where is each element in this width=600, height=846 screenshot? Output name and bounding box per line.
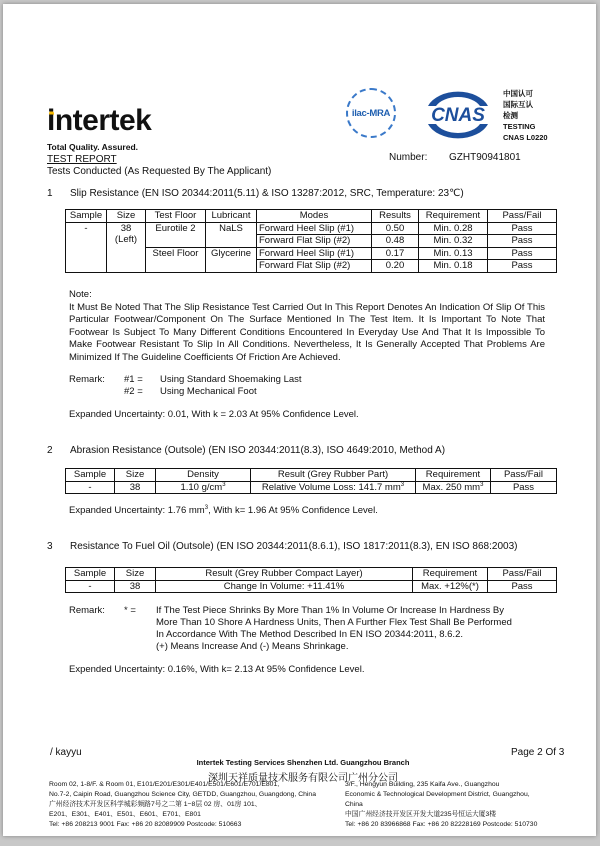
note-label: Note: bbox=[69, 289, 92, 300]
section-3-title: 3 Resistance To Fuel Oil (Outsole) (EN ISO 20344:2011(8.6.1), ISO 1817:2011(8.3), EN ISO 868:2003) bbox=[47, 541, 518, 552]
document-page bbox=[3, 4, 596, 836]
section-1-title: 1 Slip Resistance (EN ISO 20344:2011(5.11) & ISO 13287:2012, SRC, Temperature: 23℃) bbox=[47, 188, 464, 199]
fuel-remark-text: If The Test Piece Shrinks By More Than 1% In Volume Or Increase In Hardness By More Than 10 Shore A Hardness Units, Then A Further Flex Test Shall Be Performed In Accordance With The Method Described In EN ISO 20344:2011, 8.6.2. (+) Means Increase And (-) Means Shrinkage. bbox=[156, 605, 512, 652]
report-number-label: Number: bbox=[389, 152, 428, 163]
tests-conducted-heading: Tests Conducted (As Requested By The Applicant) bbox=[47, 166, 272, 177]
cert-line: 国际互认 bbox=[503, 100, 533, 109]
slip-uncertainty: Expanded Uncertainty: 0.01, With k = 2.03 At 95% Confidence Level. bbox=[69, 409, 359, 420]
intertek-logo: intertek bbox=[47, 104, 152, 137]
cert-line: 检测 bbox=[503, 111, 518, 120]
slip-remark-label: Remark: bbox=[69, 374, 105, 385]
ilac-label: ilac-MRA bbox=[351, 107, 391, 119]
remark-key: #2 = bbox=[124, 386, 143, 397]
cert-line: TESTING bbox=[503, 122, 536, 131]
table-row: Steel Floor Glycerine Forward Heel Slip (#1) 0.17 Min. 0.13 Pass bbox=[66, 247, 557, 260]
slip-resistance-table bbox=[65, 209, 557, 273]
company-name-cn: 深圳天祥质量技术服务有限公司广州分公司 bbox=[208, 773, 398, 784]
company-name-en: Intertek Testing Services Shenzhen Ltd. Guangzhou Branch bbox=[196, 758, 410, 767]
fuel-uncertainty: Expended Uncertainty: 0.16%, With k= 2.13 At 95% Confidence Level. bbox=[69, 664, 365, 675]
address-left: Room 02, 1-8/F. & Room 01, E101/E201/E301/E401/E501/E601/E701/E801, No.7-2, Caipin Road, Guangzhou Science City, GETDD, Guangzhou, Guangdong, China 广州经济技术开发区科学城彩频路7号之二第 1−8层 02 房、01房 101、 E201、E301、E401、E501、E601、E701、E801 Tel: +86 208213 9001 Fax: +86 20 82089909 Postcode: 510663 bbox=[49, 781, 316, 828]
fuel-remark-key: * = bbox=[124, 605, 136, 616]
fuel-remark-label: Remark: bbox=[69, 605, 105, 616]
report-title: TEST REPORT bbox=[47, 154, 117, 165]
table-row: - 38 (Left) Eurotile 2 NaLS Forward Heel Slip (#1) 0.50 Min. 0.28 Pass bbox=[66, 222, 557, 235]
svg-text:CNAS: CNAS bbox=[431, 105, 485, 126]
remark-text: Using Standard Shoemaking Last bbox=[160, 374, 302, 385]
cnas-logo-icon bbox=[420, 86, 496, 142]
table-header-row: Sample Size Test Floor Lubricant Modes Results Requirement Pass/Fail bbox=[66, 210, 557, 223]
abrasion-uncertainty: Expanded Uncertainty: 1.76 $mm^3$, With k= 1.96 At 95% Confidence Level. bbox=[69, 504, 378, 516]
note-text: It Must Be Noted That The Slip Resistance Test Carried Out In This Report Denotes An Indication Of Slip Of This Particular Footwear/Component On The Surface Mentioned In The Test Item. It Is Important To Note That Footwear Is Subject To Many Different Conditions Encountered In Everyday Use And That It Is Impossible To Make Footwear Resistant To Slip In All Conditions. Nevertheless, It Is Generally Accepted That Problems Are Minimized If The Guideline Coefficients Of Friction Are Achieved. bbox=[69, 301, 545, 363]
cert-line: 中国认可 bbox=[503, 89, 533, 98]
ilac-mra-logo-icon bbox=[346, 88, 396, 138]
fuel-oil-table bbox=[65, 567, 557, 593]
report-number-value: GZHT90941801 bbox=[449, 152, 521, 163]
remark-key: #1 = bbox=[124, 374, 143, 385]
table-header-row: Sample Size Density Result (Grey Rubber Part) Requirement Pass/Fail bbox=[66, 469, 557, 482]
signature: / kayyu bbox=[50, 747, 82, 758]
section-2-title: 2 Abrasion Resistance (Outsole) (EN ISO 20344:2011(8.3), ISO 4649:2010, Method A) bbox=[47, 445, 446, 456]
page-number: Page 2 Of 3 bbox=[511, 747, 565, 758]
address-right: 3/F., Hengyun Building, 235 Kaifa Ave., Guangzhou Economic & Technological Development District, Guangzhou, China 中国广州经济技开发区开发大道235号恒运大厦3楼 Tel: +86 20 83966868 Fax: +86 20 82228169 Postcode: 510730 bbox=[345, 781, 538, 828]
table-row: Forward Flat Slip (#2) 0.20 Min. 0.18 Pass bbox=[66, 260, 557, 273]
slip-note bbox=[69, 289, 545, 364]
remark-text: Using Mechanical Foot bbox=[160, 386, 257, 397]
table-header-row: Sample Size Result (Grey Rubber Compact Layer) Requirement Pass/Fail bbox=[66, 568, 557, 581]
table-row: - 38 1.10 $g/cm^3$ Relative Volume Loss: 141.7 $mm^3$ Max. 250 $mm^3$ Pass bbox=[66, 481, 557, 494]
abrasion-table bbox=[65, 468, 557, 494]
table-row: Forward Flat Slip (#2) 0.48 Min. 0.32 Pass bbox=[66, 235, 557, 248]
cert-line: CNAS L0220 bbox=[503, 133, 548, 142]
table-row: - 38 Change In Volume: +11.41% Max. +12%(*) Pass bbox=[66, 580, 557, 593]
cnas-cert-text bbox=[503, 88, 548, 143]
logo-tagline: Total Quality. Assured. bbox=[47, 142, 138, 152]
